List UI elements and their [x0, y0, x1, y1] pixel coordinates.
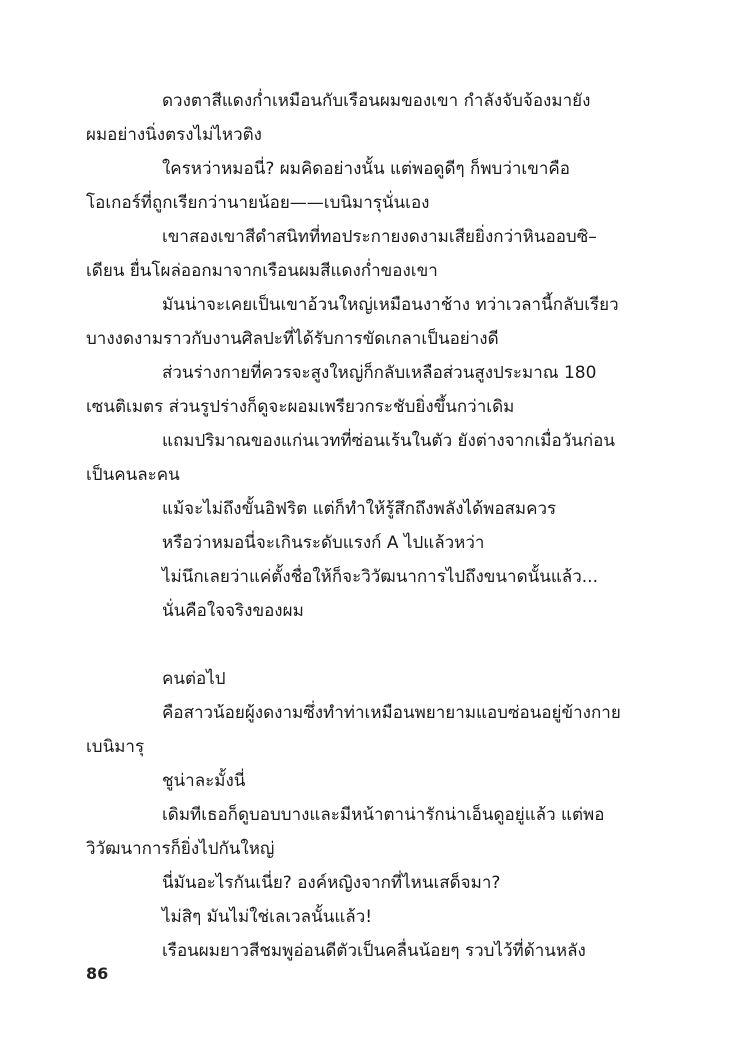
text-line: เรือนผมยาวสีชมพูอ่อนดีตัวเป็นคลื่นน้อยๆ รวบไว้ที่ด้านหลัง: [162, 941, 586, 961]
text-line: คือสาวน้อยผู้งดงามซึ่งทำท่าเหมือนพยายามแอบซ่อนอยู่ข้างกาย: [162, 703, 621, 723]
text-line: ส่วนร่างกายที่ควรจะสูงใหญ่ก็กลับเหลือส่วนสูงประมาณ 180: [162, 363, 597, 383]
text-line: วิวัฒนาการก็ยิ่งไปกันใหญ่: [86, 839, 275, 859]
text-line: เบนิมารุ: [86, 737, 145, 757]
blank-line: [86, 628, 656, 662]
text-line: ผมอย่างนิ่งตรงไม่ไหวติง: [86, 125, 262, 145]
page-number: 86: [86, 964, 109, 983]
text-line: ไม่นึกเลยว่าแค่ตั้งชื่อให้ก็จะวิวัฒนาการไปถึงขนาดนั้นแล้ว...: [162, 567, 598, 587]
text-line: ชูน่าละมั้งนี่: [162, 771, 246, 791]
text-line: ไม่สิๆ มันไม่ใช่เลเวลนั้นแล้ว!: [162, 907, 373, 927]
text-line: แถมปริมาณของแก่นเวทที่ซ่อนเร้นในตัว ยังต่างจากเมื่อวันก่อน: [162, 431, 615, 451]
text-line: เดียน ยื่นโผล่ออกมาจากเรือนผมสีแดงก่ำของเขา: [86, 261, 438, 281]
text-line: แม้จะไม่ถึงขั้นอิฟริต แต่ก็ทำให้รู้สึกถึงพลังได้พอสมควร: [162, 499, 557, 519]
text-line: เขาสองเขาสีดำสนิทที่ทอประกายงดงามเสียยิ่งกว่าหินออบซิ–: [162, 227, 597, 247]
text-line: โอเกอร์ที่ถูกเรียกว่านายน้อย——เบนิมารุนั่นเอง: [86, 193, 430, 213]
text-line: เซนติเมตร ส่วนรูปร่างก็ดูจะผอมเพรียวกระชับยิ่งขึ้นกว่าเดิม: [86, 397, 515, 417]
text-line: หรือว่าหมอนี่จะเกินระดับแรงก์ A ไปแล้วหว่า: [162, 533, 485, 553]
text-line: เป็นคนละคน: [86, 465, 180, 485]
text-line: ดวงตาสีแดงก่ำเหมือนกับเรือนผมของเขา กำลังจับจ้องมายัง: [162, 91, 591, 111]
text-line: นั่นคือใจจริงของผม: [162, 601, 304, 621]
text-line: มันน่าจะเคยเป็นเขาอ้วนใหญ่เหมือนงาช้าง ทว่าเวลานี้กลับเรียว: [162, 295, 619, 315]
text-line: คนต่อไป: [162, 669, 226, 689]
text-line: บางงดงามราวกับงานศิลปะที่ได้รับการขัดเกลาเป็นอย่างดี: [86, 329, 499, 349]
text-line: นี่มันอะไรกันเนี่ย? องค์หญิงจากที่ไหนเสด็จมา?: [162, 873, 501, 893]
text-line: เดิมทีเธอก็ดูบอบบางและมีหน้าตาน่ารักน่าเอ็นดูอยู่แล้ว แต่พอ: [162, 805, 605, 825]
text-line: ใครหว่าหมอนี่? ผมคิดอย่างนั้น แต่พอดูดีๆ ก็พบว่าเขาคือ: [162, 159, 570, 179]
body-text: [86, 84, 656, 968]
